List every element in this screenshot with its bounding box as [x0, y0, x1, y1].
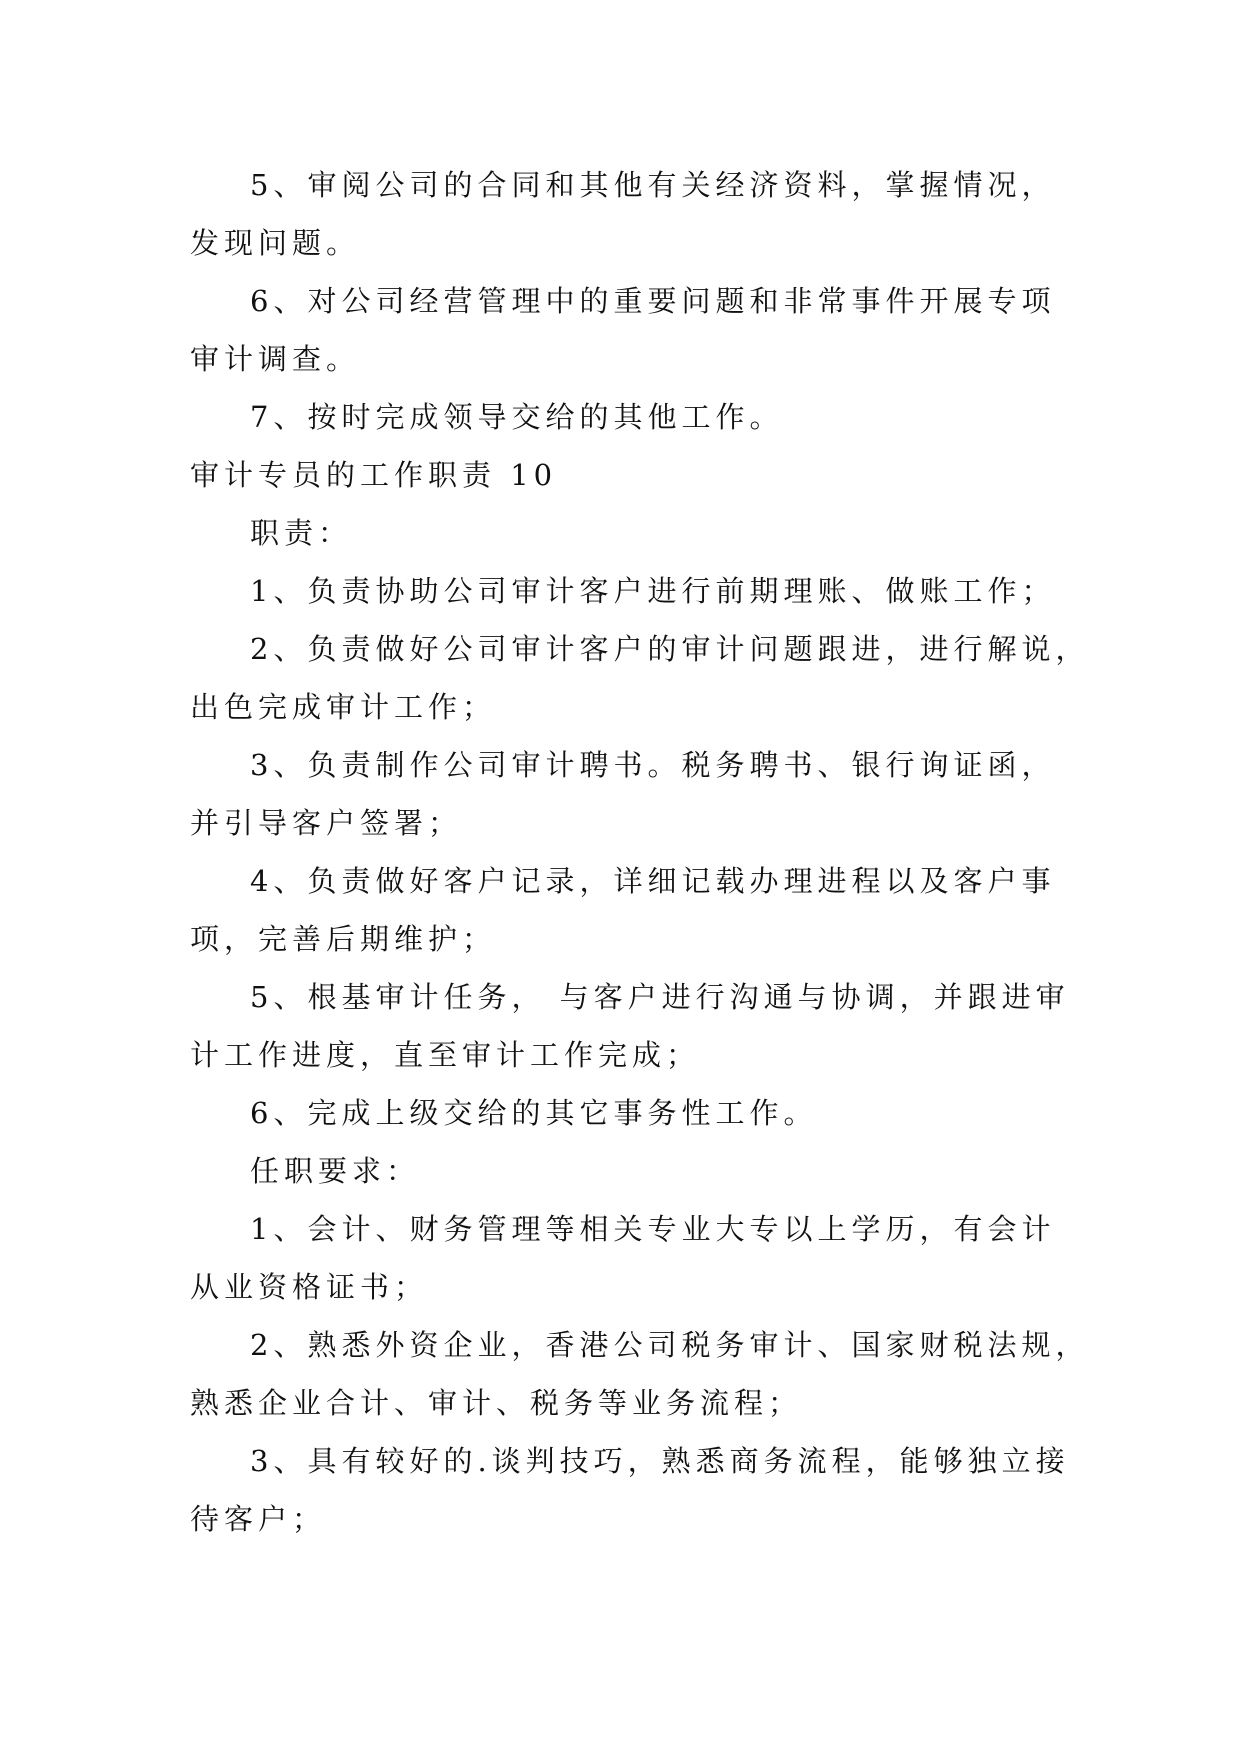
paragraph-line: 审计调查。 — [190, 342, 361, 376]
paragraph-line: 3、负责制作公司审计聘书。税务聘书、银行询证函， — [250, 748, 1056, 782]
paragraph-line: 项，完善后期维护； — [190, 922, 497, 956]
paragraph-line: 6、完成上级交给的其它事务性工作。 — [250, 1096, 818, 1130]
paragraph-line: 计工作进度，直至审计工作完成； — [190, 1038, 701, 1072]
paragraph-line: 熟悉企业合计、审计、税务等业务流程； — [190, 1386, 803, 1420]
paragraph-line: 出色完成审计工作； — [190, 690, 497, 724]
paragraph-line: 从业资格证书； — [190, 1270, 429, 1304]
paragraph-line: 4、负责做好客户记录，详细记载办理进程以及客户事 — [250, 864, 1056, 898]
paragraph-line: 待客户； — [190, 1502, 327, 1536]
paragraph-line: 7、按时完成领导交给的其他工作。 — [250, 400, 784, 434]
paragraph-line: 1、负责协助公司审计客户进行前期理账、做账工作； — [250, 574, 1056, 608]
paragraph-line: 并引导客户签署； — [190, 806, 463, 840]
paragraph-line: 2、熟悉外资企业，香港公司税务审计、国家财税法规， — [250, 1328, 1090, 1362]
subheading-requirements: 任职要求： — [250, 1154, 421, 1188]
paragraph-line: 1、会计、财务管理等相关专业大专以上学历，有会计 — [250, 1212, 1056, 1246]
paragraph-line: 3、具有较好的.谈判技巧，熟悉商务流程，能够独立接 — [250, 1444, 1070, 1478]
paragraph-line: 5、根基审计任务， 与客户进行沟通与协调，并跟进审 — [250, 980, 1070, 1014]
subheading-duties: 职责： — [250, 516, 353, 550]
paragraph-line: 6、对公司经营管理中的重要问题和非常事件开展专项 — [250, 284, 1056, 318]
paragraph-line: 发现问题。 — [190, 226, 361, 260]
paragraph-line: 2、负责做好公司审计客户的审计问题跟进，进行解说， — [250, 632, 1090, 666]
section-heading: 审计专员的工作职责 10 — [190, 458, 558, 492]
paragraph-line: 5、审阅公司的合同和其他有关经济资料，掌握情况， — [250, 168, 1056, 202]
